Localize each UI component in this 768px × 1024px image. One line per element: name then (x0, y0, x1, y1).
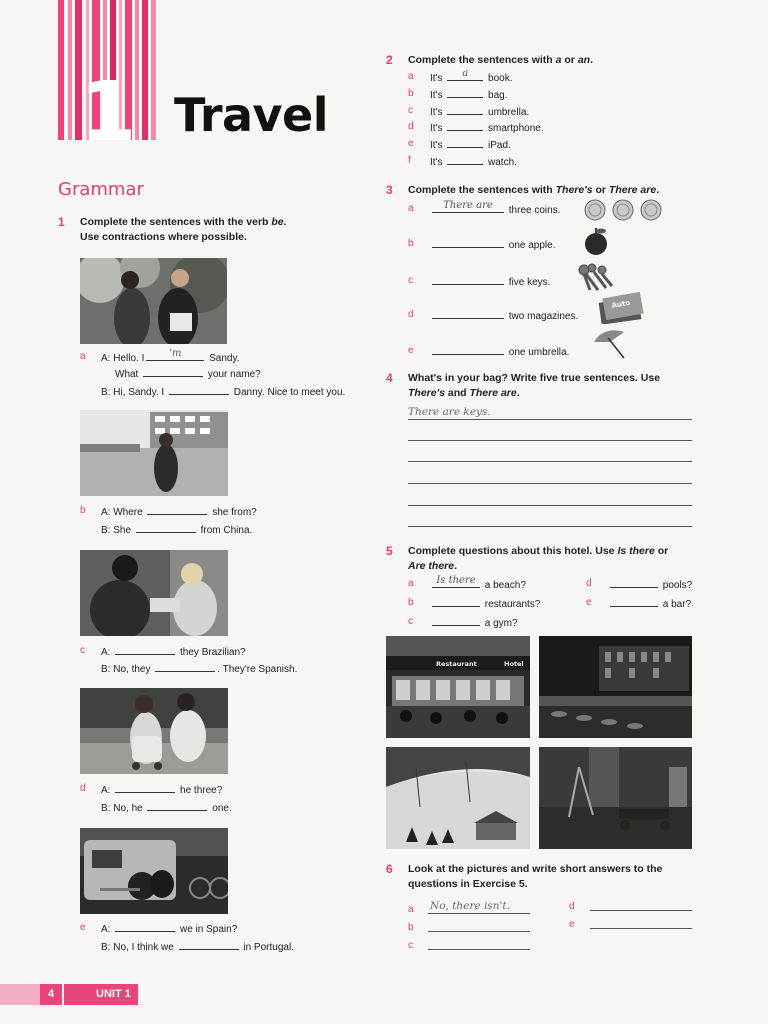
ex2-letter-c: c (408, 104, 413, 116)
magazines-icon (598, 292, 644, 324)
ex1-b-line2: B: She from China. (101, 525, 253, 536)
ex2-pre: It's (430, 123, 443, 135)
ex2-post: watch. (485, 157, 517, 168)
ex2-letter-b: b (408, 87, 414, 99)
ex3-post: one apple. (506, 240, 556, 251)
exercise-5-instructions: Complete questions about this hotel. Use Is there or Are there. (408, 545, 669, 572)
ex2-pre: It's (430, 157, 443, 168)
ex5-blank-d[interactable] (610, 578, 658, 588)
ex6-letter-a: a (408, 904, 414, 915)
ex5-item-d (608, 578, 692, 592)
ex1-c-line1: A: they Brazilian? (101, 647, 246, 658)
ex1-d-blank1[interactable] (115, 783, 175, 793)
ex1-letter-e: e (80, 922, 86, 933)
photo-campervan (80, 828, 228, 914)
ex3-post: five keys. (506, 277, 551, 288)
unit-stripes (58, 0, 158, 140)
unit-title: Travel (174, 88, 329, 142)
ex5-letter-b: b (408, 597, 414, 608)
ex1-c-line2: B: No, they . They're Spanish. (101, 664, 298, 675)
ex4-answer-line-1[interactable] (408, 419, 692, 420)
ex1-b-blank2[interactable] (136, 523, 196, 533)
ex5-letter-a: a (408, 578, 414, 589)
ex5-post: a gym? (482, 618, 518, 629)
ex1-letter-d: d (80, 783, 86, 794)
photo-hotel-bar (539, 636, 692, 738)
unit-number: 1 (79, 65, 137, 140)
ex2-post: iPad. (485, 140, 511, 152)
ex2-letter-d: d (408, 121, 414, 133)
ex5-post: pools? (660, 580, 693, 591)
ex3-answer: There are (443, 200, 493, 211)
ex3-letter-d: d (408, 309, 414, 320)
sign-restaurant: Restaurant (436, 660, 477, 668)
ex1-e-line2: B: No, I think we in Portugal. (101, 942, 294, 953)
ex3-item-d (430, 309, 578, 323)
ex1-d-line1: A: he three? (101, 785, 223, 796)
ex2-item-e (430, 138, 511, 152)
ex6-d-line[interactable] (590, 910, 692, 911)
ex2-pre: It's (430, 73, 443, 84)
ex5-item-c (430, 616, 518, 630)
ex6-letter-d: d (569, 901, 575, 912)
ex5-item-e (608, 597, 691, 611)
apple-icon (583, 226, 609, 256)
ex5-post: restaurants? (482, 599, 541, 610)
ex5-item-b (430, 597, 540, 611)
ex2-blank-d[interactable] (447, 121, 483, 131)
ex1-a-blank1[interactable]: 'm (146, 351, 204, 361)
ex1-d-line2: B: No, he one. (101, 803, 232, 814)
ex5-answer: Is there (436, 575, 476, 586)
sign-hotel: Hotel (504, 660, 524, 668)
ex6-letter-b: b (408, 922, 414, 933)
ex4-example-answer: There are keys. (408, 406, 491, 418)
exercise-5-number: 5 (386, 544, 393, 558)
ex1-letter-a: a (80, 351, 86, 362)
ex2-post: umbrella. (485, 106, 530, 118)
exercise-3-number: 3 (386, 183, 393, 197)
ex3-letter-c: c (408, 275, 413, 286)
ex5-letter-d: d (586, 578, 592, 589)
ex2-post: smartphone. (485, 123, 544, 135)
ex1-b-line1: A: Where she from? (101, 507, 257, 518)
photo-gym (539, 747, 692, 849)
photo-snow-mountain (386, 747, 530, 849)
ex4-answer-line-2[interactable] (408, 440, 692, 441)
ex1-e-blank2[interactable] (179, 940, 239, 950)
ex3-post: three coins. (506, 205, 561, 216)
ex1-b-blank1[interactable] (147, 505, 207, 515)
exercise-1-number: 1 (58, 215, 65, 229)
ex1-letter-c: c (80, 645, 85, 656)
ex2-letter-e: e (408, 138, 414, 150)
umbrella-icon (592, 326, 632, 360)
ex1-letter-b: b (80, 505, 86, 516)
ex5-letter-c: c (408, 616, 413, 627)
ex3-letter-a: a (408, 203, 414, 214)
ex2-blank-c[interactable] (447, 105, 483, 115)
exercise-3-instructions: Complete the sentences with There's or There are. (408, 184, 660, 196)
ex5-letter-e: e (586, 597, 592, 608)
ex3-letter-e: e (408, 345, 414, 356)
ex3-blank-d[interactable] (432, 309, 504, 319)
ex5-blank-c[interactable] (432, 616, 480, 626)
ex3-letter-b: b (408, 238, 414, 249)
ex1-a-line2: What your name? (115, 369, 261, 380)
ex3-item-e (430, 345, 569, 359)
exercise-4-number: 4 (386, 371, 393, 385)
ex2-blank-b[interactable] (447, 88, 483, 98)
ex1-a-line3: B: Hi, Sandy. I Danny. Nice to meet you. (101, 387, 346, 398)
ex3-blank-c[interactable] (432, 275, 504, 285)
ex5-post: a bar? (660, 599, 692, 610)
photo-two-women (80, 550, 228, 636)
ex2-blank-f[interactable] (447, 155, 483, 165)
ex2-letter-f: f (408, 155, 411, 166)
ex2-item-a (430, 68, 513, 85)
ex5-blank-a[interactable] (432, 575, 480, 588)
ex1-e-line1: A: we in Spain? (101, 924, 238, 935)
ex2-letter-a: a (408, 71, 414, 82)
ex2-pre: It's (430, 140, 443, 152)
keys-icon (576, 262, 616, 294)
ex5-blank-e[interactable] (610, 597, 658, 607)
ex6-letter-e: e (569, 919, 575, 930)
ex2-post: book. (485, 73, 513, 84)
ex6-e-line[interactable] (590, 928, 692, 929)
ex3-blank-a[interactable] (432, 200, 504, 213)
ex1-a-blank3[interactable] (169, 385, 229, 395)
photo-meeting (80, 258, 227, 344)
ex2-pre: It's (430, 89, 443, 101)
photo-women-stroller (80, 688, 228, 774)
ex2-blank-e[interactable] (447, 138, 483, 148)
ex2-blank-a[interactable] (447, 68, 483, 81)
ex1-c-blank2[interactable] (155, 662, 215, 672)
ex2-item-b (430, 88, 508, 102)
exercise-4-instructions: What's in your bag? Write five true sentences. Use There's and There are. (408, 372, 661, 399)
exercise-6-number: 6 (386, 862, 393, 876)
ex4-answer-line-6[interactable] (408, 526, 692, 527)
ex6-example-answer: No, there isn't. (430, 900, 510, 912)
ex4-answer-line-3[interactable] (408, 461, 692, 462)
ex1-c-blank1[interactable] (115, 645, 175, 655)
ex2-item-c (430, 105, 529, 119)
ex2-item-d (430, 121, 544, 135)
ex5-post: a beach? (482, 580, 526, 591)
ex2-post: bag. (485, 89, 508, 101)
ex5-item-a (430, 575, 526, 592)
ex3-item-b (430, 238, 556, 252)
ex3-item-a (430, 200, 561, 217)
ex3-blank-e[interactable] (432, 345, 504, 355)
section-heading: Grammar (58, 179, 144, 200)
photo-woman-walking (80, 410, 228, 496)
exercise-6-instructions: Look at the pictures and write short answers to the questions in Exercise 5. (408, 863, 663, 890)
ex2-item-f (430, 155, 517, 169)
ex3-blank-b[interactable] (432, 238, 504, 248)
exercise-2-instructions: Complete the sentences with a or an. (408, 54, 593, 66)
magazine-title: Auto (611, 298, 631, 310)
ex4-answer-line-4[interactable] (408, 483, 692, 484)
coins-icon (583, 198, 665, 222)
ex3-post: two magazines. (506, 311, 579, 322)
ex1-a-line1: A: Hello. I 'm Sandy. (101, 348, 240, 364)
photo-hotel-exterior (386, 636, 530, 738)
ex3-item-c (430, 275, 550, 289)
ex6-a-line[interactable] (428, 913, 530, 914)
page-number: 4 (40, 984, 62, 1005)
ex6-c-line[interactable] (428, 949, 530, 950)
ex4-answer-line-5[interactable] (408, 505, 692, 506)
ex6-letter-c: c (408, 940, 413, 951)
ex6-b-line[interactable] (428, 931, 530, 932)
exercise-1-instructions: Complete the sentences with the verb be. Use contractions where possible. (80, 216, 287, 243)
ex1-e-blank1[interactable] (115, 922, 175, 932)
ex3-post: one umbrella. (506, 347, 570, 358)
footer-unit-label: UNIT 1 (64, 984, 138, 1005)
ex1-d-blank2[interactable] (147, 801, 207, 811)
ex2-answer: a (462, 68, 469, 79)
exercise-2-number: 2 (386, 53, 393, 67)
ex2-pre: It's (430, 106, 443, 118)
ex5-blank-b[interactable] (432, 597, 480, 607)
ex1-a-blank2[interactable] (143, 367, 203, 377)
